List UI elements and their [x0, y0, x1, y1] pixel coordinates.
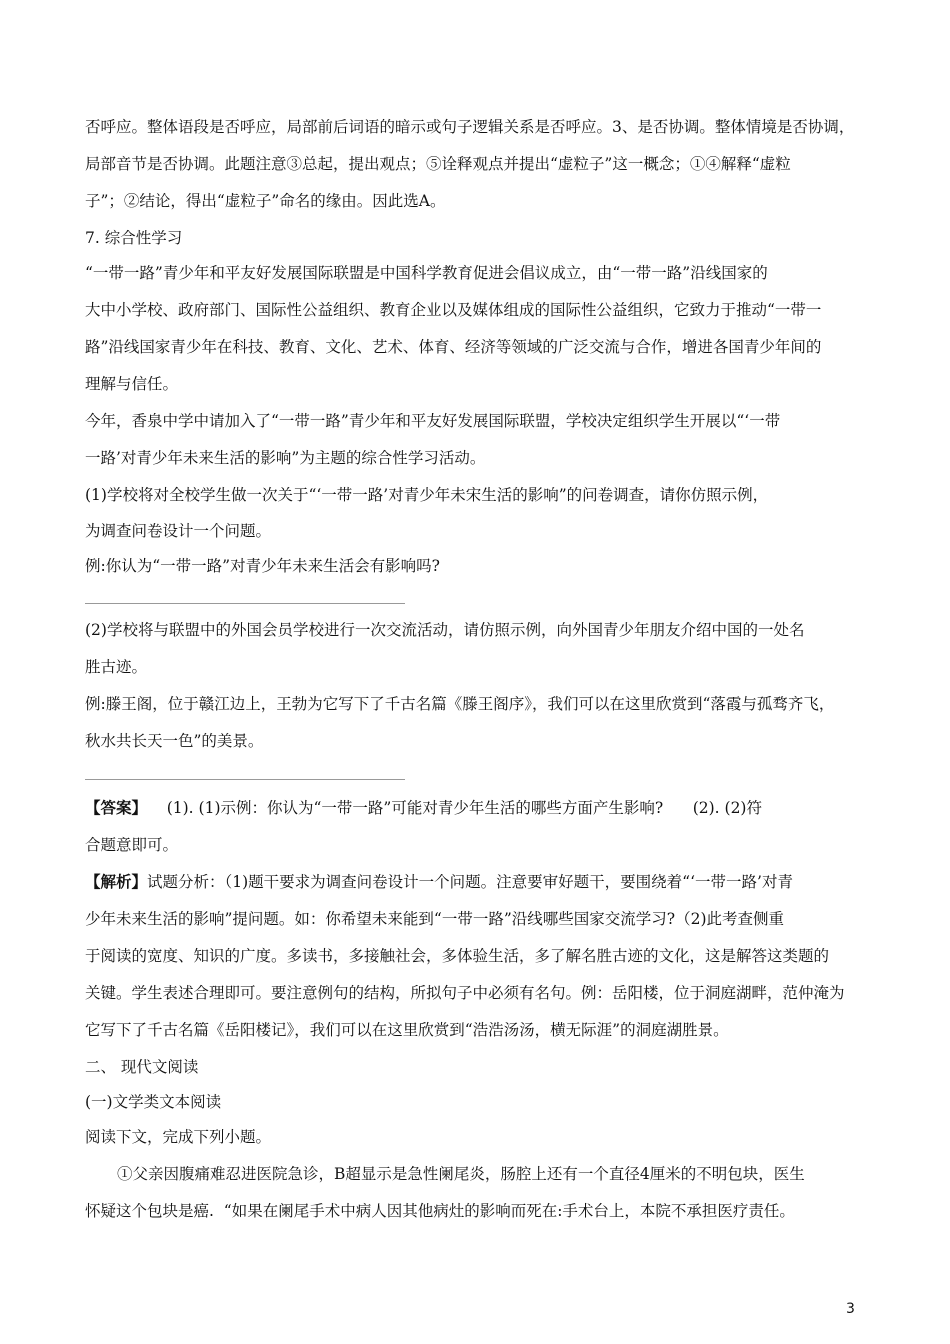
text-line: 今年，香泉中学中请加入了“一带一路”青少年和平友好发展国际联盟，学校决定组织学生开展以“‘一带 — [85, 412, 781, 430]
answer-line-2: 合题意即可。 — [85, 836, 179, 854]
question-heading: 7. 综合性学习 — [85, 229, 183, 247]
analysis-line: 少年未来生活的影响”提问题。如：你希望未来能到“一带一路”沿线哪些国家交流学习?（2)此考查侧重 — [85, 910, 784, 928]
section-heading: 二、 现代文阅读 — [85, 1058, 199, 1076]
example-line: 秋水共长天一色”的美景。 — [85, 732, 264, 750]
example-line: 例:滕王阁，位于赣江边上，王勃为它写下了千古名篇《滕王阁序》，我们可以在这里欣赏到“落霞与孤骛齐飞， — [85, 695, 835, 713]
text-line: 大中小学校、政府部门、国际性公益组织、教育企业以及媒体组成的国际性公益组织，它致力于推动“一带一 — [85, 301, 822, 319]
paragraph-line: ①父亲因腹痛难忍进医院急诊，B超显示是急性阑尾炎，肠腔上还有一个直径4厘米的不明包块，医生 — [117, 1165, 805, 1183]
example-line: 例:你认为“一带一路”对青少年未来生活会有影响吗? — [85, 557, 440, 575]
text-line: 胜古迹。 — [85, 658, 148, 676]
page-number: 3 — [846, 1301, 855, 1317]
text-line: 路”沿线国家青少年在科技、教育、文化、艺术、体育、经济等领域的广泛交流与合作，增进各国青少年间的 — [85, 338, 822, 356]
section-subheading: (一)文学类文本阅读 — [85, 1093, 222, 1111]
text-line: 子”；②结论，得出“虚粒子”命名的缘由。因此选A。 — [85, 192, 446, 210]
text-line: 为调查问卷设计一个问题。 — [85, 522, 272, 540]
text-line: 否呼应。整体语段是否呼应，局部前后词语的暗示或句子逻辑关系是否呼应。3、是否协调。整体情境是否协调， — [85, 118, 855, 136]
text-line: 局部音节是否协调。此题注意③总起，提出观点；⑤诠释观点并提出“虚粒子”这一概念；①④解释“虚粒 — [85, 155, 791, 173]
text-line: 理解与信任。 — [85, 375, 179, 393]
analysis-line: 它写下了千古名篇《岳阳楼记》，我们可以在这里欣赏到“浩浩汤汤，横无际涯”的洞庭湖胜景。 — [85, 1021, 729, 1039]
answer-blank-line[interactable] — [85, 779, 405, 780]
reading-instruction: 阅读下文，完成下列小题。 — [85, 1128, 272, 1146]
text-line: (1)学校将对全校学生做一次关于“‘一带一路’对青少年未宋生活的影响”的问卷调查，请你仿照示例， — [85, 486, 769, 504]
answer-line-1 — [85, 797, 870, 819]
analysis-text: 试题分析：（1)题干要求为调查问卷设计一个问题。注意要审好题干，要围绕着“‘一带一路’对青 — [147, 873, 793, 891]
text-line: (2)学校将与联盟中的外国会员学校进行一次交流活动，请仿照示例，向外国青少年朋友介绍中国的一处名 — [85, 621, 805, 639]
text-line: 一路’对青少年未来生活的影响”为主题的综合性学习活动。 — [85, 449, 486, 467]
paragraph-line: 怀疑这个包块是癌. “如果在阑尾手术中病人因其他病灶的影响而死在:手术台上，本院不承担医疗责任。 — [85, 1202, 795, 1220]
text-line: “一带一路”青少年和平友好发展国际联盟是中国科学教育促进会倡议成立，由“一带一路”沿线国家的 — [85, 264, 768, 282]
answer-text: (1). (1)示例：你认为“一带一路”可能对青少年生活的哪些方面产生影响? (2). (2)符 — [147, 799, 762, 817]
answer-label: 【答案】 — [85, 798, 148, 817]
analysis-label: 【解析】 — [85, 872, 148, 891]
analysis-line-1 — [85, 871, 870, 893]
analysis-line: 于阅读的宽度、知识的广度。多读书，多接触社会，多体验生活，多了解名胜古迹的文化，这是解答这类题的 — [85, 947, 830, 965]
answer-blank-line[interactable] — [85, 603, 405, 604]
analysis-line: 关键。学生表述合理即可。要注意例句的结构，所拟句子中必须有名句。例：岳阳楼，位于洞庭湖畔，范仲淹为 — [85, 984, 845, 1002]
